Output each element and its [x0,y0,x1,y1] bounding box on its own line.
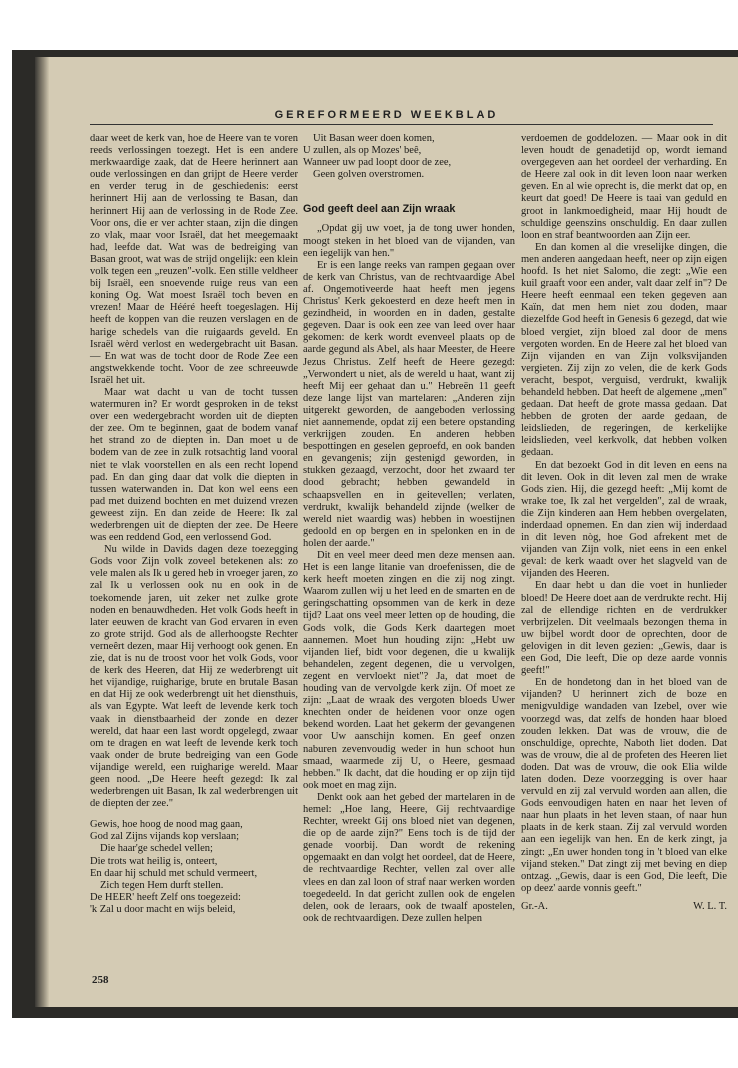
col1-poem [90,819,298,916]
column-3 [521,133,727,913]
col1-paragraph: Nu wilde in Davids dagen deze toezegging Gods voor Zijn volk zoveel betekenen als: zo vele malen als Ik u gered heb in vroeger jaren, zo zal Ik u verlossen ook nu en ook in de toekomende jaren, uit zeker net zulke grote noden en benauwdheden. Het volk Gods heeft in later eeuwen de kracht van God ervaren in even zo grote strijd. God als de allerhoogste Rechter verneêrt dezen, maar Hij verhoogt ook genen. En zie, dat is nu de troost voor het volk Gods, voor de kerk des Heeren, dat Hij ze wederbrengt uit het vijandige, ruigharige, brute en brutale Basan en dat Hij ze ook wederbrengt uit het diensthuis, als van Egypte. Wat leeft de levende kerk toch vaak in dienstbaarheid der zonde en dezer wereld, dat haar een last wordt opgelegd, zwaar om te dragen en wat leeft de levende kerk toch vaak onder de brute bedreiging van een Gode vijandige wereld, een ruigharige wereld. Maar geen nood. „De Heere heeft gezegd: Ik zal wederbrengen uit Basan, Ik zal wederbrengen uit de diepten der zee." [90,544,298,810]
col3-paragraph: En dan komen al die vreselijke dingen, die men anderen aangedaan heeft, neer op zijn eigen hoofd. Is het niet Salomo, die zegt: „Wie een kuil graaft voor een ander, valt daar zelf in"? De Heere heeft eenmaal een teken gegeven aan Kaïn, dat men hem niet zou doden, maar diezelfde God heeft in Genesis 6 gezegd, dat wie bloed vergiet, zijn bloed zal door de mens vergoten worden. En de Heere zal het bloed van Zijn vijanden en van Zijn volksvijanden vergieten. Zij zijn zo velen, die de kerk Gods veracht, bespot, verguisd, verdrukt, kwalijk behandeld hebben. Dat heeft de algemene „men" gedaan. Dat heeft de grote massa gedaan. Dat hebben de groten der aarde gedaan, de leidslieden, de regeringen, de kerkelijke leidslieden, veel kerkvolk, dat hebben volken gedaan. [521,241,727,459]
column-1 [90,133,298,916]
column-2 [303,133,515,925]
poem-line: Geen golven overstromen. [313,169,425,181]
col2-paragraph: Er is een lange reeks van rampen gegaan over de kerk van Christus, van de rechtvaardige Abel af. Ongemotiveerde haat heeft men jegens Christus' Kerk gekoesterd en deze heeft men in gezindheid, in woorden en in daden, gestalte gegeven. Daar is ook een zee van leed over haar gekomen: de kerk wordt evenveel plaats op de aarde gegund als Abel, als haar Meester, de Heere Jezus Christus. Zelf heeft de Heere gezegd: „Verwondert u niet, als de wereld u haat, want zij heeft Mij eer gehaat dan u." Hebreën 11 geeft deze lange lijst van martelaren: „Anderen zijn uitgerekt geworden, de aangeboden verlossing niet aannemende, opdat zij een betere opstanding verkrijgen zouden. En anderen hebben bespottingen en geselen geproefd, en ook banden en gevangenis; zijn gestenigd geworden, in stukken gezaagd, verzocht, door het zwaard ter dood gebracht; hebben gewandeld in schaapsvellen en in geitevellen; verlaten, verdrukt, kwalijk behandeld zijnde (welker de wereld niet waardig was) hebben in woestijnen gedoold en op bergen en in spelonken en in de holen der aarde." [303,259,515,549]
poem-line: 'k Zal u door macht en wijs beleid, [90,903,236,915]
poem-line: Gewis, hoe hoog de nood mag gaan, [90,819,243,831]
section-heading: God geeft deel aan Zijn wraak [303,203,456,216]
col3-paragraph: En daar hebt u dan die voet in hunlieder bloed! De Heere doet aan de verdrukte recht. Hij zal de ellendige richten en de verdrukker verbrijzelen. Dit veelmaals bezongen thema in uw bijbel wordt door de oprechten, door de gelovigen in dit leven gezien: „Gewis, daar is een God, Die leeft, Die op deze aarde vonnis geeft!" [521,580,727,677]
page-spine-shadow [35,57,49,1007]
poem-line: Die haar'ge schedel vellen; [100,843,213,855]
col3-paragraph: verdoemen de goddelozen. — Maar ook in dit leven houdt de genadetijd op, wordt iemand overgegeven aan het oordeel der verharding. En de Heere zal ook in dit leven loon naar werken geven. En al wie oprecht is, die merkt dat op, en keurt dat goed! De Heere is taai van geduld en groot in lankmoedigheid, maar Hij houdt de schuldige geenszins onschuldig. En daar zullen loon en straf beantwoorden aan Zijn eer. [521,133,727,241]
poem-line: Wanneer uw pad loopt door de zee, [303,157,452,169]
col2-paragraph: „Opdat gij uw voet, ja de tong uwer honden, moogt steken in het bloed van de vijanden, van een iegelijk van hen." [303,223,515,259]
newspaper-page [35,57,738,1007]
col1-paragraph: daar weet de kerk van, hoe de Heere van te voren reeds verlossingen toezegt. Het is een andere merkwaardige zaak, dat de Heere herinnert aan oude verlossingen en dan grijpt de Heere verder en verder terug in de geschiedenis: eerst herinnert Hij aan de verlossing te Basan, dan herinnert Hij aan de verlossing in de Rode Zee. Voor ons, die er ver achter staan, zijn die dingen zo vlak, maar voor Israël, dat het meegemaakt had, leefde dat. Wat was de bedreiging van Basan groot, wat was de strijd ongelijk: een klein volk tegen een „reuzen"-volk. Een stille veldheer bij Israël, een snoevende ruige reus van een koning Og. Wat moest Israël toch beven en vrezen! Maar de Hééré heeft toegeslagen. Hij heeft de koppen van die reuzen verslagen en de harige schedels van die ruigaards geveld. En Israël wèrd verlost en wedergebracht uit Basan. — En wat was de tocht door de Rode Zee een angstwekkende tocht. Voor de zee schreeuwde Israël het uit. [90,133,298,386]
col2-paragraph: Denkt ook aan het gebed der martelaren in de hemel: „Hoe lang, Heere, Gij rechtvaardige Rechter, wreekt Gij ons bloed niet van degenen, die op de aarde zijn?" Eens toch is de tijd der genade voorbij. Dan wordt de rekening opgemaakt en dan volgt het oordeel, dat de Heere, de rechtvaardige Rechter, vellen zal over alle vlees en dan zal loon of straf naar werken worden toegedeeld. In dat gericht zullen ook de engelen delen, ook de leraars, ook de twaalf apostelen, ook de rechtvaardigen. Deze zullen helpen [303,791,515,924]
poem-line: De HEER' heeft Zelf ons toegezeid: [90,891,241,903]
header-rule [90,124,713,125]
col1-paragraph: Maar wat dacht u van de tocht tussen watermuren in? Er wordt gesproken in de tekst over een wedergebracht worden uit de diepten der zee. Om te beginnen, gaat de bodem vanaf het strand zo de diepten in. Dan moet u de bodem van de zee in zulk rotsachtig land vooral niet te vlak voorstellen en als een recht lopend pad. En dan ging daar dat volk die diepten in tussen waterwanden in. Dat kon wel eens een pad met duizend bochten en met duizend vrezen geweest zijn. En dan zeide de Heere: Ik zal wederbrengen uit de diepten der zee. De Heere was een reddend God, een verlossend God. [90,386,298,544]
col2-paragraph: Dit en veel meer deed men deze mensen aan. Het is een lange litanie van droefenissen, die de kerk heeft moeten zingen en die zij nog zingt. Waarom zullen wij u het leed en de smarten en de geringschatting opsommen van de kerk in deze tijd? Laat ons veel meer letten op de houding, die Gods volk, die Gods Kerk daartegen moet aannemen. Moet hun houding zijn: „Hebt uw vijanden lief, bidt voor degenen, die u kwalijk behandelen, zegent degenen, die u vervolgen, zegent en vervloekt niet"? Ja, dat moet de houding van de vervolgde kerk zijn. Of moet ze zijn: „Laat de wraak des vergoten bloeds Uwer knechten onder de heidenen voor onze ogen bekend worden. Laat het gekerm der gevangenen voor Uw aanschijn komen. En geef onzen naburen zevenvoudig weder in hun schoot hun smaad, waarmede zij U, o Heere, gesmaad hebben." Ik dacht, dat die houding er op zijn tijd ook moet en mag zijn. [303,550,515,791]
page-number: 258 [92,974,109,986]
place-abbreviation: Gr.-A. [521,900,548,912]
poem-line: En daar hij schuld met schuld vermeert, [90,867,258,879]
col3-paragraph: En de hondetong dan in het bloed van de vijanden? U herinnert zich de boze en menigvuldige wandaden van Izebel, over wie voorzegd was, dat zelfs de honden haar bloed zouden lekken. Dat was de vrouw, die de onschuldige, oprechte, Naboth liet doden. Dat was de vrouw, die al de profeten des Heeren liet doden. Dat was de vrouw, die ook Elia wilde laten doden. Deze voorzegging is over haar vervuld en zij zal vervuld worden aan allen, die Gods eenvoudigen haten en naar het leven of naar hun plaats in het leven staan, of naar hun plaats in de kerk staan. Zij zal vervuld worden aan een iegelijk van hen. En de kerk zingt, ja zingt: „En uwer honden tong in 't bloed van elke vijand steken." Dat zingt zij met beving en diep ontzag. „Gewis, daar is een God, Die leeft, Die op deez' aarde vonnis geeft." [521,677,727,894]
page-header: GEREFORMEERD WEEKBLAD [274,109,499,121]
poem-line: Uit Basan weer doen komen, [313,133,435,144]
poem-line: God zal Zijns vijands kop verslaan; [90,831,240,843]
poem-line: Zich tegen Hem durft stellen. [100,879,224,891]
col2-poem [303,133,515,181]
author-initials: W. L. T. [693,900,727,912]
col3-paragraph: En dat bezoekt God in dit leven en eens na dit leven. Ook in dit leven zal men de wrake Gods zien. Hij, die gezegd heeft: „Mij komt de wrake toe, Ik zal het vergelden", zal de wraak, die Zijn kinderen aan Hem hebben overgelaten, inderdaad opnemen. En dan zien wij inderdaad in dit leven nòg, hoe God afrekent met de vijanden van Zijn volk, niet eens in een enkel geval: de kerk waadt over het slagveld van de vijanden des Heeren. [521,459,727,580]
poem-line: Die trots wat heilig is, onteert, [90,855,218,867]
poem-line: U zullen, als op Mozes' beê, [303,145,422,157]
signature-line [521,901,727,913]
